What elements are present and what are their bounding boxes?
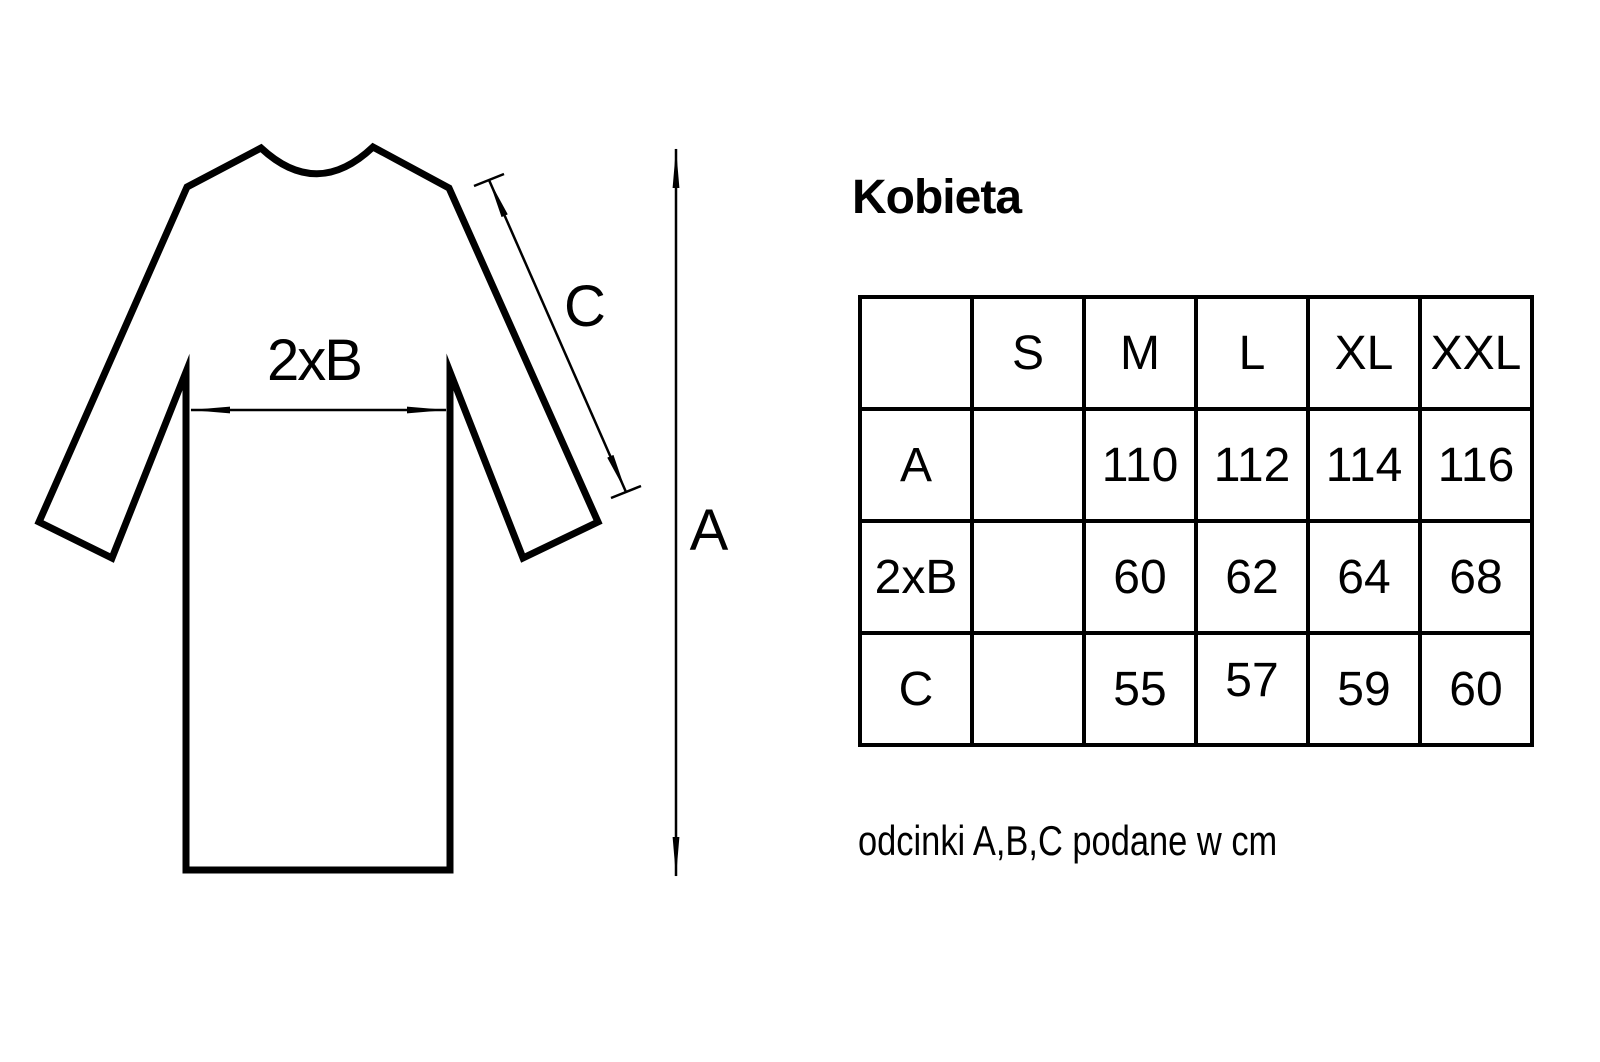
size-column-header: M bbox=[1084, 297, 1196, 409]
size-table-header-row bbox=[860, 297, 1532, 409]
size-value-cell bbox=[972, 409, 1084, 521]
sleeve-dimension-label: C bbox=[564, 274, 604, 339]
size-value-cell bbox=[1196, 633, 1308, 745]
sleeve-dimension-arrow bbox=[474, 174, 641, 498]
size-value-cell: 60 bbox=[1420, 633, 1532, 745]
garment-outline bbox=[39, 147, 598, 870]
measurement-row-label: C bbox=[860, 633, 972, 745]
table-row bbox=[860, 521, 1532, 633]
size-column-header: S bbox=[972, 297, 1084, 409]
size-value-cell bbox=[972, 521, 1084, 633]
page-title: Kobieta bbox=[852, 171, 1022, 224]
size-column-header bbox=[860, 297, 972, 409]
size-value-raised: 57 bbox=[1225, 653, 1279, 707]
units-caption: odcinki A,B,C podane w cm bbox=[858, 817, 1278, 864]
table-row bbox=[860, 409, 1532, 521]
size-value-cell: 116 bbox=[1420, 409, 1532, 521]
width-dimension-label: 2xB bbox=[267, 328, 361, 393]
size-column-header: XL bbox=[1308, 297, 1420, 409]
size-value-cell: 64 bbox=[1308, 521, 1420, 633]
size-value-cell bbox=[972, 633, 1084, 745]
size-value-cell: 55 bbox=[1084, 633, 1196, 745]
size-column-header: XXL bbox=[1420, 297, 1532, 409]
measurement-row-label: 2xB bbox=[860, 521, 972, 633]
table-row bbox=[860, 633, 1532, 745]
size-column-header: L bbox=[1196, 297, 1308, 409]
size-value-cell: 68 bbox=[1420, 521, 1532, 633]
size-value-cell: 114 bbox=[1308, 409, 1420, 521]
size-value-cell: 110 bbox=[1084, 409, 1196, 521]
size-value-cell: 60 bbox=[1084, 521, 1196, 633]
length-dimension-label: A bbox=[689, 498, 727, 563]
size-value-cell: 59 bbox=[1308, 633, 1420, 745]
size-value-cell: 62 bbox=[1196, 521, 1308, 633]
measurement-row-label: A bbox=[860, 409, 972, 521]
size-value-cell: 112 bbox=[1196, 409, 1308, 521]
size-table bbox=[858, 295, 1534, 747]
